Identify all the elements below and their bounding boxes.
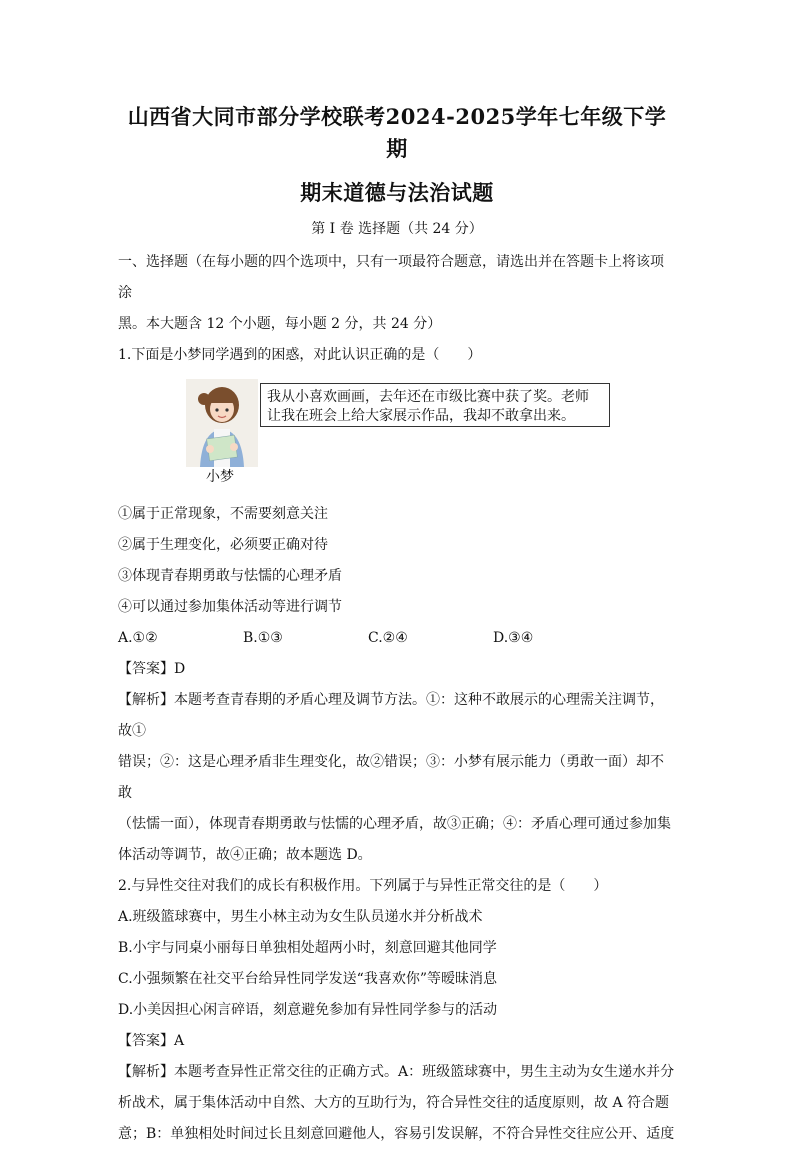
q1-figure (118, 379, 676, 495)
q1-analysis-line3: （怯懦一面），体现青春期勇敢与怯懦的心理矛盾，故③正确；④：矛盾心理可通过参加集 (118, 816, 671, 832)
q2-analysis-line1: 【解析】本题考查异性正常交往的正确方式。A：班级篮球赛中，男生主动为女生递水并分 (118, 1064, 675, 1080)
section-subtitle: 第 I 卷 选择题（共 24 分） (311, 221, 483, 237)
q2-option-b: B.小宇与同桌小丽每日单独相处超两小时，刻意回避其他同学 (118, 940, 497, 956)
q2-answer: 【答案】A (118, 1033, 185, 1049)
q1-option-a: A.①② (118, 630, 158, 646)
q2-analysis-line3: 意；B：单独相处时间过长且刻意回避他人，容易引发误解，不符合异性交往应公开、适度 (118, 1126, 675, 1142)
q1-options (118, 623, 676, 654)
q1-analysis-line2: 错误；②：这是心理矛盾非生理变化，故②错误；③：小梦有展示能力（勇敢一面）却不敢 (118, 754, 664, 801)
section-intro-line2: 黑。本大题含 12 个小题，每小题 2 分，共 24 分） (118, 316, 442, 332)
q1-statement-1: ①属于正常现象，不需要刻意关注 (118, 506, 328, 522)
speech-line2: 让我在班会上给大家展示作品，我却不敢拿出来。 (267, 408, 575, 424)
q1-option-d: D.③④ (493, 630, 534, 646)
q1-statement-2: ②属于生理变化，必须要正确对待 (118, 537, 328, 553)
speech-bubble (260, 383, 610, 427)
q2-option-a: A.班级篮球赛中，男生小林主动为女生队员递水并分析战术 (118, 909, 483, 925)
q2-option-d: D.小美因担心闲言碎语，刻意避免参加有异性同学参与的活动 (118, 1002, 498, 1018)
q1-analysis-line4: 体活动等调节，故④正确；故本题选 D。 (118, 847, 372, 863)
speech-line1: 我从小喜欢画画，去年还在市级比赛中获了奖。老师 (267, 389, 589, 405)
q2-stem: 2.与异性交往对我们的成长有积极作用。下列属于与异性正常交往的是（ ） (118, 878, 608, 894)
q1-option-b: B.①③ (243, 630, 283, 646)
q1-stem: 1.下面是小梦同学遇到的困惑，对此认识正确的是（ ） (118, 347, 482, 363)
q2-analysis-line2: 析战术，属于集体活动中自然、大方的互助行为，符合异性交往的适度原则，故 A 符合题 (118, 1095, 670, 1111)
q1-statement-3: ③体现青春期勇敢与怯懦的心理矛盾 (118, 568, 342, 584)
q2-option-c: C.小强频繁在社交平台给异性同学发送“我喜欢你”等暧昧消息 (118, 971, 497, 987)
girl-name-label: 小梦 (206, 469, 234, 485)
exam-title-line2: 期末道德与法治试题 (300, 180, 494, 205)
girl-illustration-icon (186, 379, 258, 467)
q1-answer: 【答案】D (118, 661, 186, 677)
exam-title-line1: 山西省大同市部分学校联考2024-2025学年七年级下学期 (127, 104, 667, 161)
q1-option-c: C.②④ (368, 630, 408, 646)
q1-statement-4: ④可以通过参加集体活动等进行调节 (118, 599, 342, 615)
q1-analysis-line1: 【解析】本题考查青春期的矛盾心理及调节方法。①：这种不敢展示的心理需关注调节，故① (118, 692, 664, 739)
section-intro-line1: 一、选择题（在每小题的四个选项中，只有一项最符合题意，请选出并在答题卡上将该项涂 (118, 254, 664, 301)
